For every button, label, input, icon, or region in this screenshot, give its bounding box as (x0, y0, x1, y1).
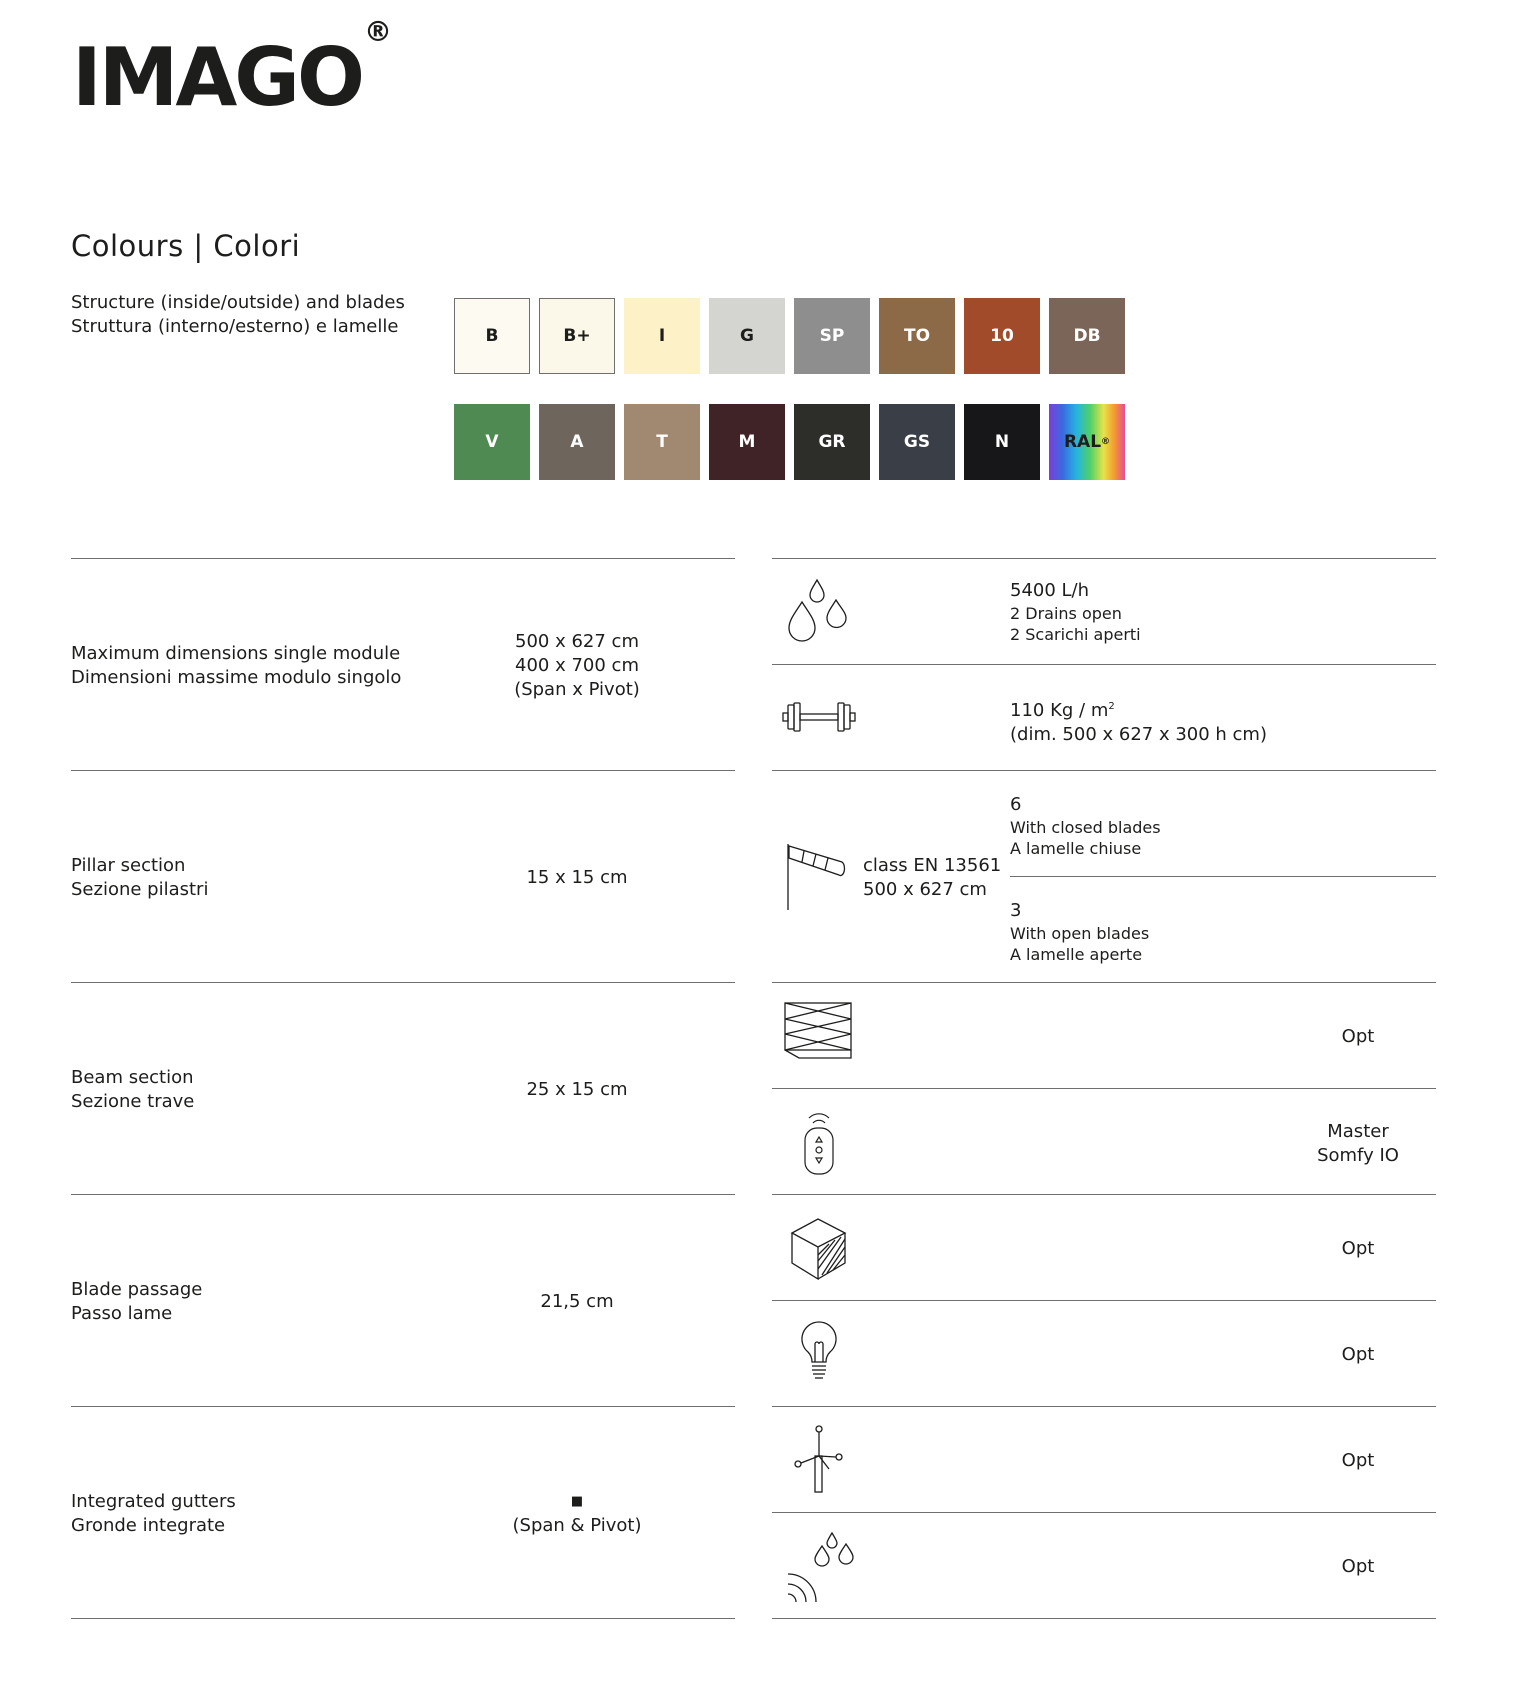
spec-gutters-value (457, 1490, 697, 1538)
spec-beam-label (71, 1066, 194, 1114)
spec-blade-passage-label (71, 1278, 202, 1326)
colours-desc-en: Structure (inside/outside) and blades (71, 292, 405, 313)
colour-swatch-10 (964, 298, 1040, 374)
colour-swatch-gs (879, 404, 955, 480)
wind-closed-value: 6 (1010, 794, 1022, 815)
divider (772, 770, 1436, 771)
wind-open-it: A lamelle aperte (1010, 945, 1143, 964)
spec-value-line: 500 x 627 cm (515, 631, 639, 652)
divider (772, 1406, 1436, 1407)
divider (71, 1406, 735, 1407)
swatch-code: T (656, 432, 668, 452)
divider (772, 1512, 1436, 1513)
swatch-code: G (740, 326, 754, 346)
included-mark: ■ (570, 1494, 584, 1509)
spec-label-it: Passo lame (71, 1303, 173, 1324)
spec-gutters-label (71, 1490, 236, 1538)
drain-it: 2 Scarichi aperti (1010, 625, 1141, 644)
wind-open-en: With open blades (1010, 924, 1150, 943)
rain-sensor-icon (786, 1530, 856, 1604)
remote-control-icon (800, 1110, 838, 1176)
wind-sensor-option: Opt (1341, 1450, 1375, 1471)
colour-swatch-g (709, 298, 785, 374)
wind-sensor-icon (792, 1425, 848, 1493)
colour-swatch-ral (1049, 404, 1125, 480)
colours-description (71, 291, 405, 339)
light-option: Opt (1341, 1344, 1375, 1365)
spec-label-it: Sezione trave (71, 1091, 195, 1112)
load-dimensions: (dim. 500 x 627 x 300 h cm) (1010, 724, 1267, 745)
spec-blade-passage-value: 21,5 cm (540, 1291, 614, 1312)
spec-label-en: Integrated gutters (71, 1491, 236, 1512)
remote-info (1288, 1120, 1428, 1168)
windsock-icon (786, 842, 848, 912)
drain-value: 5400 L/h (1010, 580, 1090, 601)
colour-swatch-b-plus (539, 298, 615, 374)
spec-label-en: Pillar section (71, 855, 186, 876)
spec-label-it: Sezione pilastri (71, 879, 209, 900)
divider (71, 982, 735, 983)
spec-max-dimensions-label (71, 642, 401, 690)
colours-desc-it: Struttura (interno/esterno) e lamelle (71, 316, 399, 337)
colour-swatch-db (1049, 298, 1125, 374)
wind-closed-info (1010, 793, 1161, 859)
spec-label-it: Dimensioni massime modulo singolo (71, 667, 402, 688)
colour-swatch-i (624, 298, 700, 374)
divider (772, 558, 1436, 559)
swatch-code: DB (1073, 326, 1101, 346)
colour-swatch-n (964, 404, 1040, 480)
spec-label-en: Blade passage (71, 1279, 203, 1300)
swatch-code: M (738, 432, 756, 452)
swatch-code: I (658, 326, 666, 346)
colour-swatch-v (454, 404, 530, 480)
swatch-code: A (570, 432, 584, 452)
colour-swatch-b (454, 298, 530, 374)
wind-open-value: 3 (1010, 900, 1022, 921)
swatch-code: SP (819, 326, 845, 346)
spec-pillar-label (71, 854, 208, 902)
spec-label-en: Beam section (71, 1067, 194, 1088)
wind-dimensions: 500 x 627 cm (863, 879, 987, 900)
remote-somfy: Somfy IO (1317, 1145, 1399, 1166)
spec-label-en: Maximum dimensions single module (71, 643, 401, 664)
colour-swatch-m (709, 404, 785, 480)
dumbbell-icon (782, 700, 856, 734)
rain-sensor-option: Opt (1341, 1556, 1375, 1577)
spec-value-line: 400 x 700 cm (515, 655, 639, 676)
swatch-code: 10 (990, 326, 1014, 346)
wind-closed-it: A lamelle chiuse (1010, 839, 1142, 858)
divider (772, 1194, 1436, 1195)
colour-swatch-a (539, 404, 615, 480)
wind-class: class EN 13561 (863, 855, 1002, 876)
vertical-screens-icon (783, 1002, 853, 1060)
divider (772, 664, 1436, 665)
divider (1010, 876, 1436, 877)
colour-swatch-sp (794, 298, 870, 374)
swatch-code: N (994, 432, 1010, 452)
cladding-option: Opt (1341, 1238, 1375, 1259)
drain-info (1010, 579, 1141, 645)
spec-max-dimensions-value (457, 630, 697, 702)
load-value: 110 Kg / m (1010, 700, 1109, 721)
divider (772, 1300, 1436, 1301)
divider (772, 982, 1436, 983)
swatch-code: GR (818, 432, 846, 452)
swatch-code: TO (903, 326, 931, 346)
swatch-code: GS (903, 432, 931, 452)
colour-swatch-t (624, 404, 700, 480)
divider (71, 1194, 735, 1195)
brand-name: IMAGO (72, 31, 362, 124)
light-bulb-icon (799, 1320, 839, 1386)
colour-swatch-to (879, 298, 955, 374)
load-unit-exponent: 2 (1108, 701, 1115, 712)
drain-en: 2 Drains open (1010, 604, 1122, 623)
spec-label-it: Gronde integrate (71, 1515, 226, 1536)
divider (772, 1088, 1436, 1089)
spec-pillar-value: 15 x 15 cm (526, 867, 628, 888)
brand-logo (72, 15, 392, 124)
colour-swatch-gr (794, 404, 870, 480)
wind-open-info (1010, 899, 1149, 965)
colours-heading: Colours | Colori (71, 229, 301, 263)
swatch-code: RAL (1063, 432, 1102, 452)
divider (71, 558, 735, 559)
swatch-registered-mark: ® (1101, 437, 1111, 447)
registered-mark: ® (363, 15, 392, 49)
remote-master: Master (1327, 1121, 1389, 1142)
wind-class-info (863, 854, 1001, 902)
spec-value-line: (Span x Pivot) (514, 679, 640, 700)
screens-option: Opt (1341, 1026, 1375, 1047)
water-drops-icon (784, 578, 854, 646)
load-value-line (1010, 695, 1267, 723)
swatch-code: V (485, 432, 499, 452)
divider (71, 770, 735, 771)
cladding-cube-icon (789, 1217, 849, 1281)
load-info (1010, 695, 1267, 747)
spec-beam-value: 25 x 15 cm (526, 1079, 628, 1100)
swatch-code: B+ (563, 326, 591, 346)
divider (71, 1618, 735, 1619)
spec-value-line: (Span & Pivot) (512, 1515, 642, 1536)
wind-closed-en: With closed blades (1010, 818, 1161, 837)
swatch-code: B (485, 326, 499, 346)
divider (772, 1618, 1436, 1619)
